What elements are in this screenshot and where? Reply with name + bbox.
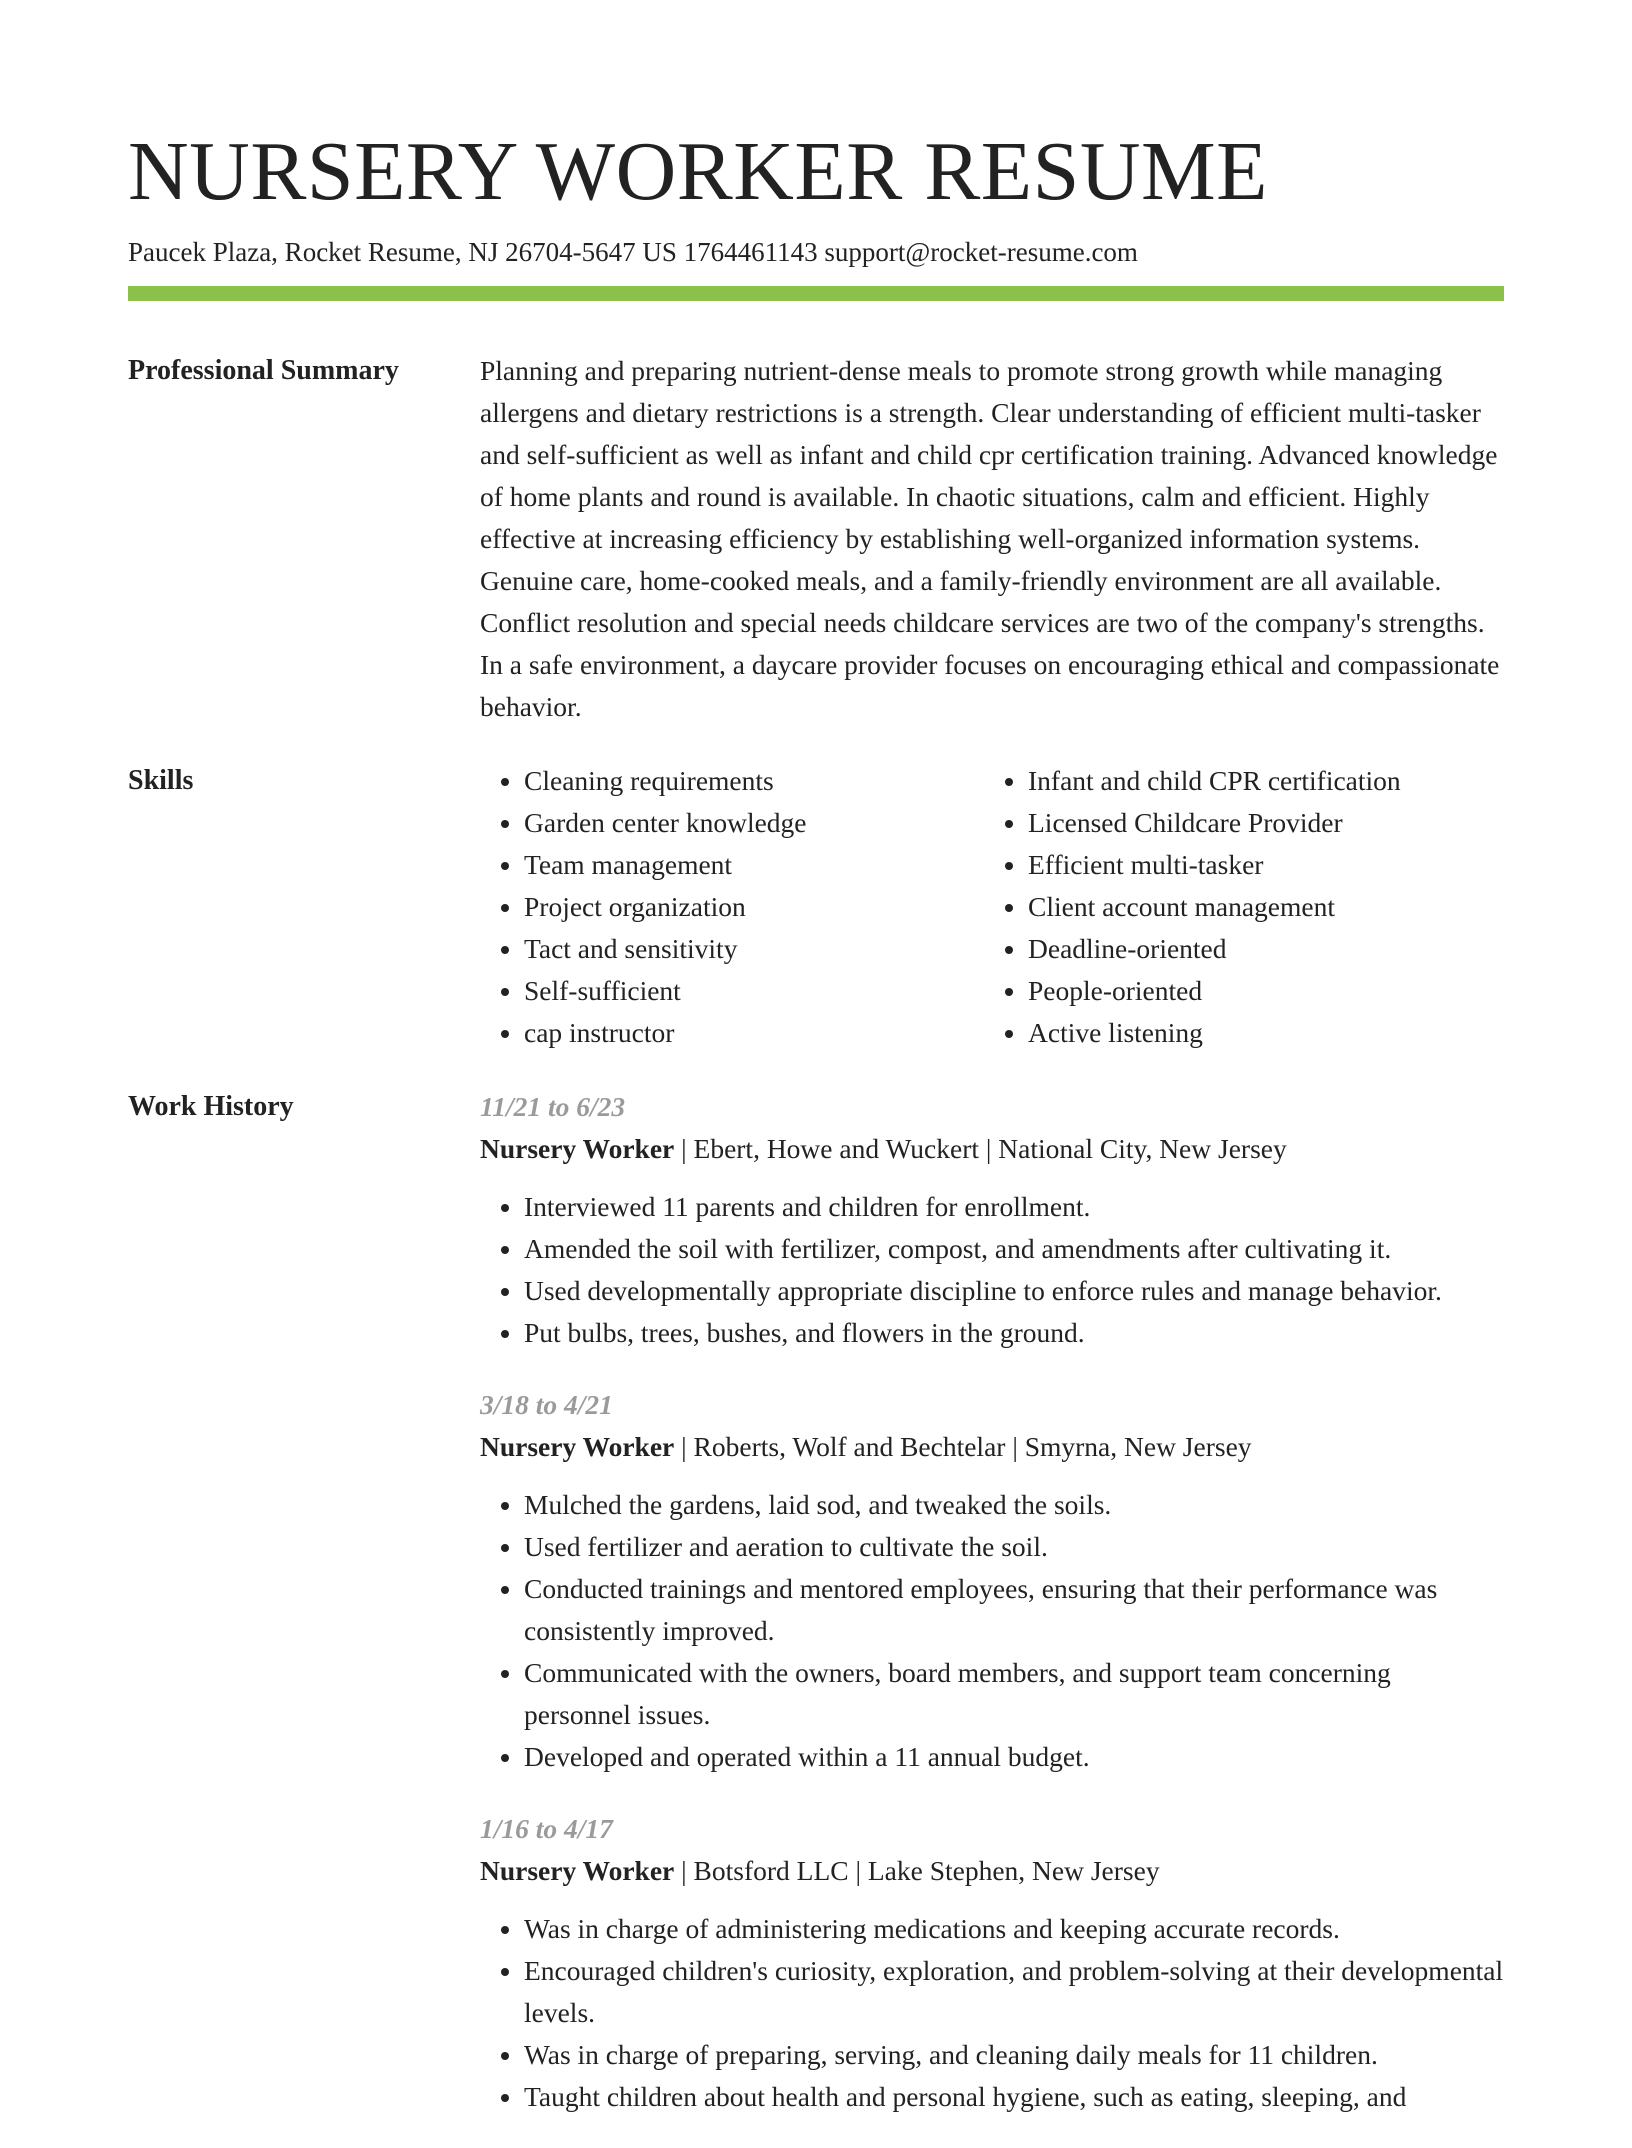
job-bullet: • Was in charge of preparing, serving, and cleaning daily meals for 11 children. <box>524 2034 1504 2076</box>
skill-item: • Self-sufficient <box>524 970 984 1012</box>
job-company: Roberts, Wolf and Bechtelar <box>693 1431 1006 1462</box>
job-dates: 1/16 to 4/17 <box>480 1813 613 1844</box>
job-company: Ebert, Howe and Wuckert <box>693 1133 980 1164</box>
job-bullets <box>480 1908 1504 2118</box>
job-role: Nursery Worker <box>480 1133 675 1164</box>
skill-item: • Active listening <box>1028 1012 1488 1054</box>
job-bullet: • Amended the soil with fertilizer, compost, and amendments after cultivating it. <box>524 1228 1504 1270</box>
skill-item: • Licensed Childcare Provider <box>1028 802 1488 844</box>
accent-divider <box>128 286 1504 301</box>
job-title-line <box>480 1128 1504 1170</box>
job-entry <box>480 1384 1504 1778</box>
work-history-section <box>128 1086 1504 2148</box>
job-bullet: • Used developmentally appropriate discipline to enforce rules and manage behavior. <box>524 1270 1504 1312</box>
skill-item: • cap instructor <box>524 1012 984 1054</box>
skill-item: • Cleaning requirements <box>524 760 984 802</box>
job-bullet: • Put bulbs, trees, bushes, and flowers in the ground. <box>524 1312 1504 1354</box>
job-role: Nursery Worker <box>480 1431 675 1462</box>
jobs-list <box>480 1086 1504 2148</box>
job-role: Nursery Worker <box>480 1855 675 1886</box>
contact-line: Paucek Plaza, Rocket Resume, NJ 26704-5647 US 1764461143 support@rocket-resume.com <box>128 237 1138 267</box>
job-location: Smyrna, New Jersey <box>1024 1431 1252 1462</box>
job-separator: | <box>979 1133 999 1164</box>
job-bullet: • Encouraged children's curiosity, exploration, and problem-solving at their developmental levels. <box>524 1950 1504 2034</box>
skill-item: • Infant and child CPR certification <box>1028 760 1488 802</box>
section-label-skills: Skills <box>128 765 194 796</box>
skill-item: • Efficient multi-tasker <box>1028 844 1488 886</box>
job-bullet: • Developed and operated within a 11 annual budget. <box>524 1736 1504 1778</box>
job-bullet: • Communicated with the owners, board members, and support team concerning personnel issues. <box>524 1652 1504 1736</box>
job-bullet: • Was in charge of administering medications and keeping accurate records. <box>524 1908 1504 1950</box>
job-entry <box>480 1808 1504 2118</box>
job-bullet: • Mulched the gardens, laid sod, and tweaked the soils. <box>524 1484 1504 1526</box>
summary-section <box>128 350 1504 728</box>
skill-item: • People-oriented <box>1028 970 1488 1012</box>
job-bullet: • Conducted trainings and mentored employees, ensuring that their performance was consistently improved. <box>524 1568 1504 1652</box>
skill-item: • Team management <box>524 844 984 886</box>
skill-item: • Client account management <box>1028 886 1488 928</box>
job-separator: | <box>674 1133 694 1164</box>
job-bullet: • Interviewed 11 parents and children for enrollment. <box>524 1186 1504 1228</box>
job-bullet: • Used fertilizer and aeration to cultivate the soil. <box>524 1526 1504 1568</box>
job-dates: 11/21 to 6/23 <box>480 1091 626 1122</box>
job-bullet: • Taught children about health and personal hygiene, such as eating, sleeping, and <box>524 2076 1504 2118</box>
job-company: Botsford LLC <box>693 1855 849 1886</box>
resume-header <box>128 118 1504 270</box>
resume-title: NURSERY WORKER RESUME <box>128 125 1268 218</box>
job-bullets <box>480 1186 1504 1354</box>
skills-section <box>128 760 1504 1054</box>
job-entry <box>480 1086 1504 1354</box>
summary-text: Planning and preparing nutrient-dense meals to promote strong growth while managing allergens and dietary restrictions is a strength. Clear understanding of efficient multi-tasker and self-sufficient as well as infant and child cpr certification training. Advanced knowledge of home plants and round is available. In chaotic situations, calm and efficient. Highly effective at increasing efficiency by establishing well-organized information systems. Genuine care, home-cooked meals, and a family-friendly environment are all available. Conflict resolution and special needs childcare services are two of the company's strengths. In a safe environment, a daycare provider focuses on encouraging ethical and compassionate behavior. <box>480 355 1500 722</box>
job-separator: | <box>674 1431 694 1462</box>
job-dates: 3/18 to 4/21 <box>480 1389 613 1420</box>
job-title-line <box>480 1426 1504 1468</box>
job-location: Lake Stephen, New Jersey <box>867 1855 1160 1886</box>
job-separator: | <box>848 1855 868 1886</box>
job-bullets <box>480 1484 1504 1778</box>
job-location: National City, New Jersey <box>998 1133 1287 1164</box>
skill-item: • Garden center knowledge <box>524 802 984 844</box>
job-separator: | <box>1005 1431 1025 1462</box>
job-separator: | <box>674 1855 694 1886</box>
section-label-work-history: Work History <box>128 1091 294 1122</box>
section-label-summary: Professional Summary <box>128 355 399 386</box>
skill-item: • Tact and sensitivity <box>524 928 984 970</box>
job-title-line <box>480 1850 1504 1892</box>
skill-item: • Deadline-oriented <box>1028 928 1488 970</box>
skill-item: • Project organization <box>524 886 984 928</box>
skills-list-left <box>480 760 984 1054</box>
skills-list-right <box>984 760 1488 1054</box>
